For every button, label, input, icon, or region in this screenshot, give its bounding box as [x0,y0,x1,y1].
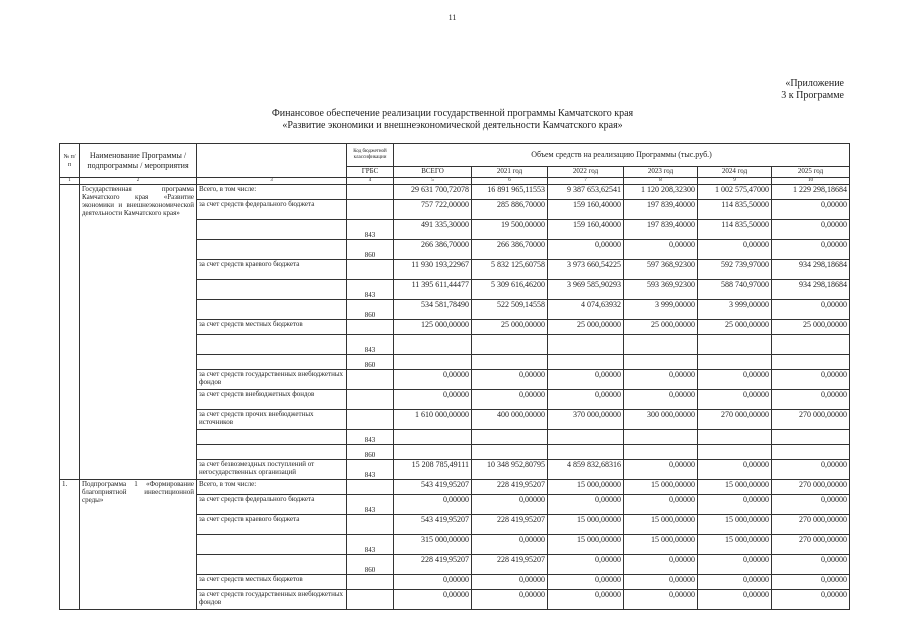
value-total: 543 419,95207 [394,480,472,495]
value-year: 0,00000 [624,555,698,575]
col-index: 6 [472,178,548,185]
value-year: 159 160,40000 [548,200,624,220]
value-year: 0,00000 [698,240,772,260]
value-year: 5 832 125,60758 [472,260,548,280]
program-name: Государственная программа Камчатского края «Развитие экономики и внешнеэкономической деятельности Камчатского края» [80,185,197,480]
value-year [624,430,698,445]
value-year: 0,00000 [698,460,772,480]
value-total: 0,00000 [394,370,472,390]
value-total: 125 000,00000 [394,320,472,335]
value-year: 934 298,18684 [772,260,850,280]
value-year: 0,00000 [698,370,772,390]
value-year: 15 000,00000 [548,515,624,535]
row-number: 1. [60,480,80,610]
header-year-2024: 2024 год [698,167,772,178]
value-year: 4 859 832,68316 [548,460,624,480]
value-year: 15 000,00000 [624,515,698,535]
value-year [472,355,548,370]
value-year: 0,00000 [548,370,624,390]
title-line-1: Финансовое обеспечение реализации государственной программы Камчатского края [271,108,634,119]
value-total: 0,00000 [394,495,472,515]
value-year: 588 740,97000 [698,280,772,300]
value-year: 15 000,00000 [624,480,698,495]
funding-source [197,240,347,260]
grbs-code: 843 [347,535,394,555]
value-year: 16 891 965,11553 [472,185,548,200]
value-year: 228 419,95207 [472,515,548,535]
title-line-2: «Развитие экономики и внешнеэкономической деятельности Камчатского края» [282,120,623,131]
value-year: 0,00000 [772,240,850,260]
value-year: 0,00000 [624,495,698,515]
value-year: 285 886,70000 [472,200,548,220]
value-year [772,445,850,460]
value-year: 9 387 653,62541 [548,185,624,200]
col-index: 2 [80,178,197,185]
grbs-code [347,515,394,535]
funding-source: за счет средств местных бюджетов [197,320,347,335]
value-year: 0,00000 [472,535,548,555]
value-year [548,335,624,355]
value-total [394,355,472,370]
value-year: 0,00000 [548,555,624,575]
value-year: 0,00000 [548,590,624,610]
value-year: 19 500,00000 [472,220,548,240]
funding-source [197,535,347,555]
value-year: 0,00000 [772,575,850,590]
funding-source: за счет безвозмездных поступлений от негосударственных организаций [197,460,347,480]
grbs-code [347,590,394,610]
header-num: № п/п [60,144,80,178]
value-year: 15 000,00000 [698,535,772,555]
value-year: 0,00000 [772,390,850,410]
value-total: 0,00000 [394,390,472,410]
value-total: 29 631 700,72078 [394,185,472,200]
value-year: 1 002 575,47000 [698,185,772,200]
funding-source: за счет средств федерального бюджета [197,495,347,515]
value-year: 0,00000 [624,460,698,480]
col-index: 4 [347,178,394,185]
value-year: 0,00000 [624,590,698,610]
value-year [698,445,772,460]
funding-source [197,430,347,445]
value-year: 270 000,00000 [772,410,850,430]
header-row-top [60,144,850,167]
value-year: 400 000,00000 [472,410,548,430]
value-year: 0,00000 [698,495,772,515]
page-number: 11 [448,13,457,22]
value-year: 0,00000 [772,220,850,240]
header-year-2025: 2025 год [772,167,850,178]
value-year: 270 000,00000 [772,515,850,535]
value-year [472,445,548,460]
grbs-code: 860 [347,445,394,460]
value-total: 0,00000 [394,575,472,590]
value-year: 0,00000 [772,300,850,320]
value-year: 0,00000 [548,240,624,260]
header-year-2021: 2021 год [472,167,548,178]
value-year: 25 000,00000 [698,320,772,335]
value-year [772,355,850,370]
value-year: 0,00000 [624,240,698,260]
value-total: 266 386,70000 [394,240,472,260]
header-total: ВСЕГО [394,167,472,178]
grbs-code: 860 [347,240,394,260]
funding-source [197,280,347,300]
table-row [60,185,850,200]
value-year: 1 229 298,18684 [772,185,850,200]
program-name: Подпрограмма 1 «Формирование благоприятной инвестиционной среды» [80,480,197,610]
funding-source: Всего, в том числе: [197,185,347,200]
value-year: 5 309 616,46200 [472,280,548,300]
header-volume: Объем средств на реализацию Программы (тыс.руб.) [394,144,850,167]
grbs-code: 843 [347,430,394,445]
header-grbs: ГРБС [347,167,394,178]
value-year: 25 000,00000 [472,320,548,335]
value-year: 0,00000 [624,390,698,410]
appendix-label [781,78,844,102]
value-total: 11 930 193,22967 [394,260,472,280]
funding-source: за счет средств государственных внебюджетных фондов [197,370,347,390]
value-total: 491 335,30000 [394,220,472,240]
value-year: 3 999,00000 [698,300,772,320]
value-year: 0,00000 [624,575,698,590]
value-year: 25 000,00000 [772,320,850,335]
value-year: 15 000,00000 [624,535,698,555]
grbs-code: 860 [347,355,394,370]
funding-source [197,555,347,575]
value-year: 197 839,40000 [624,220,698,240]
value-year: 593 369,92300 [624,280,698,300]
value-year: 0,00000 [548,390,624,410]
value-year: 270 000,00000 [698,410,772,430]
value-year: 0,00000 [772,460,850,480]
value-year: 0,00000 [772,200,850,220]
value-year: 3 969 585,90293 [548,280,624,300]
value-total: 0,00000 [394,590,472,610]
funding-source: Всего, в том числе: [197,480,347,495]
value-total: 534 581,78490 [394,300,472,320]
value-year: 15 000,00000 [548,535,624,555]
funding-source: за счет средств краевого бюджета [197,260,347,280]
col-index: 8 [624,178,698,185]
col-index: 9 [698,178,772,185]
value-year: 0,00000 [772,370,850,390]
grbs-code [347,185,394,200]
value-total: 315 000,00000 [394,535,472,555]
value-year: 15 000,00000 [698,480,772,495]
value-total: 15 208 785,49111 [394,460,472,480]
value-total: 757 722,00000 [394,200,472,220]
value-year: 370 000,00000 [548,410,624,430]
grbs-code: 843 [347,460,394,480]
value-year [624,445,698,460]
value-year: 0,00000 [624,370,698,390]
col-index: 10 [772,178,850,185]
value-year: 522 509,14558 [472,300,548,320]
value-year: 0,00000 [698,575,772,590]
header-code-group: Код бюджетной классификации [347,144,394,167]
grbs-code: 843 [347,495,394,515]
value-year: 0,00000 [472,575,548,590]
header-year-2023: 2023 год [624,167,698,178]
value-year: 114 835,50000 [698,200,772,220]
value-year: 15 000,00000 [548,480,624,495]
grbs-code [347,200,394,220]
header-row-index [60,178,850,185]
value-total [394,430,472,445]
value-year: 10 348 952,80795 [472,460,548,480]
value-year: 4 074,63932 [548,300,624,320]
grbs-code [347,370,394,390]
grbs-code [347,260,394,280]
grbs-code [347,390,394,410]
value-year: 300 000,00000 [624,410,698,430]
value-year [698,430,772,445]
value-year [772,335,850,355]
value-year [772,430,850,445]
value-year: 0,00000 [548,495,624,515]
grbs-code: 860 [347,300,394,320]
funding-source: за счет средств федерального бюджета [197,200,347,220]
value-year: 0,00000 [472,590,548,610]
funding-source [197,220,347,240]
value-year: 3 973 660,54225 [548,260,624,280]
value-year [472,430,548,445]
funding-source: за счет средств местных бюджетов [197,575,347,590]
value-year [698,355,772,370]
value-year: 228 419,95207 [472,555,548,575]
value-year: 0,00000 [698,555,772,575]
value-year: 197 839,40000 [624,200,698,220]
value-year: 0,00000 [698,390,772,410]
value-year: 266 386,70000 [472,240,548,260]
value-year: 0,00000 [548,575,624,590]
col-index: 3 [197,178,347,185]
value-year: 159 160,40000 [548,220,624,240]
appendix-line-2: 3 к Программе [781,90,844,101]
grbs-code: 860 [347,555,394,575]
col-index: 5 [394,178,472,185]
grbs-code [347,410,394,430]
value-year: 0,00000 [698,590,772,610]
header-name: Наименование Программы / подпрограммы / мероприятия [80,144,197,178]
value-year: 597 368,92300 [624,260,698,280]
grbs-code: 843 [347,335,394,355]
value-year: 15 000,00000 [698,515,772,535]
header-source [197,144,347,178]
value-year [472,335,548,355]
funding-source: за счет средств внебюджетных фондов [197,390,347,410]
value-total: 1 610 000,00000 [394,410,472,430]
grbs-code [347,480,394,495]
row-number [60,185,80,480]
value-year: 228 419,95207 [472,480,548,495]
grbs-code: 843 [347,280,394,300]
funding-source [197,300,347,320]
value-year: 1 120 208,32300 [624,185,698,200]
grbs-code: 843 [347,220,394,240]
funding-source: за счет средств прочих внебюджетных источников [197,410,347,430]
value-year [624,335,698,355]
value-year: 0,00000 [472,370,548,390]
value-year: 270 000,00000 [772,480,850,495]
value-year: 25 000,00000 [548,320,624,335]
value-year: 3 999,00000 [624,300,698,320]
funding-source [197,445,347,460]
value-year: 0,00000 [772,555,850,575]
value-year: 0,00000 [772,495,850,515]
value-total [394,335,472,355]
col-index: 7 [548,178,624,185]
value-year: 592 739,97000 [698,260,772,280]
appendix-line-1: «Приложение [785,78,844,89]
funding-source [197,335,347,355]
value-year: 270 000,00000 [772,535,850,555]
value-year: 0,00000 [472,495,548,515]
value-year: 934 298,18684 [772,280,850,300]
funding-source [197,355,347,370]
value-total [394,445,472,460]
document-title [0,108,905,132]
value-total: 543 419,95207 [394,515,472,535]
grbs-code [347,320,394,335]
grbs-code [347,575,394,590]
header-year-2022: 2022 год [548,167,624,178]
value-year [548,430,624,445]
value-year [548,355,624,370]
value-year [548,445,624,460]
value-year [624,355,698,370]
value-year: 114 835,50000 [698,220,772,240]
value-year: 0,00000 [772,590,850,610]
value-total: 228 419,95207 [394,555,472,575]
table-row [60,480,850,495]
funding-source: за счет средств краевого бюджета [197,515,347,535]
value-total: 11 395 611,44477 [394,280,472,300]
col-index: 1 [60,178,80,185]
funding-source: за счет средств государственных внебюджетных фондов [197,590,347,610]
financing-table [59,143,850,610]
value-year [698,335,772,355]
value-year: 25 000,00000 [624,320,698,335]
value-year: 0,00000 [472,390,548,410]
